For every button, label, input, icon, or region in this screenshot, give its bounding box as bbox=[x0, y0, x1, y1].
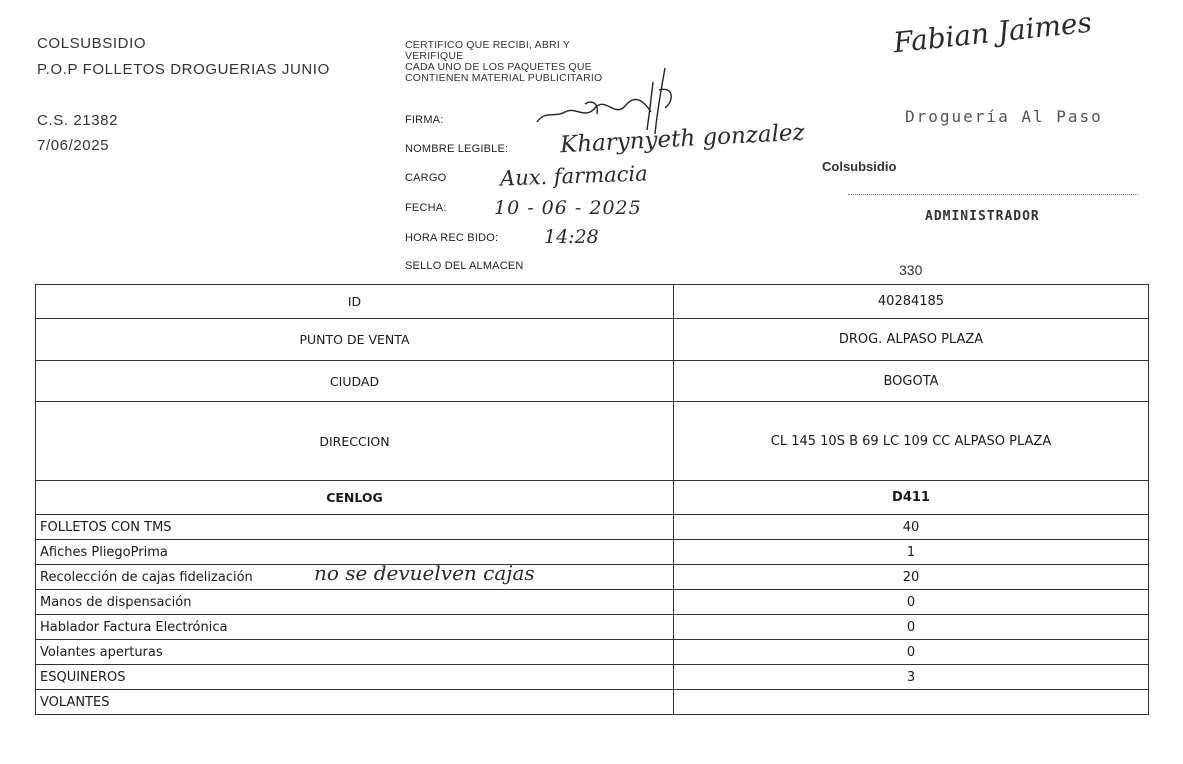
item-label-cell bbox=[36, 561, 674, 590]
table-row bbox=[36, 590, 1149, 615]
cargo-label: CARGO bbox=[405, 172, 447, 184]
stamp-brand-logo: Colsubsidio bbox=[822, 159, 897, 174]
item-label: Manos de dispensación bbox=[36, 590, 674, 615]
certification-line: CADA UNO DE LOS PAQUETES QUE bbox=[405, 61, 592, 73]
stamp-role: ADMINISTRADOR bbox=[925, 209, 1040, 224]
fecha-value: 10 - 06 - 2025 bbox=[494, 197, 642, 219]
certification-line: CONTIENEN MATERIAL PUBLICITARIO bbox=[405, 72, 603, 84]
hora-label: HORA REC BIDO: bbox=[405, 232, 499, 244]
sello-label: SELLO DEL ALMACEN bbox=[405, 260, 524, 272]
stamp-number: 330 bbox=[899, 262, 923, 278]
delivery-table bbox=[35, 284, 1149, 715]
row-value: 40284185 bbox=[674, 285, 1149, 319]
row-value: DROG. ALPASO PLAZA bbox=[674, 319, 1149, 361]
firma-label: FIRMA: bbox=[405, 114, 444, 126]
row-label: DIRECCION bbox=[36, 402, 674, 481]
item-label: Volantes aperturas bbox=[36, 640, 674, 665]
item-value bbox=[674, 690, 1149, 715]
item-label: ESQUINEROS bbox=[36, 665, 674, 690]
nombre-value: Kharynyeth gonzalez bbox=[559, 119, 806, 159]
stamp-store-name: Droguería Al Paso bbox=[905, 107, 1103, 126]
item-label: Afiches PliegoPrima bbox=[36, 540, 674, 565]
document-code: C.S. 21382 bbox=[37, 112, 119, 129]
table-row bbox=[36, 402, 1149, 481]
table-row bbox=[36, 319, 1149, 361]
handwritten-name: Fabian Jaimes bbox=[891, 5, 1094, 60]
handwritten-note: no se devuelven cajas bbox=[314, 561, 535, 585]
document-date: 7/06/2025 bbox=[37, 137, 110, 154]
table-row bbox=[36, 690, 1149, 715]
fecha-label: FECHA: bbox=[405, 202, 447, 214]
item-value: 0 bbox=[674, 640, 1149, 665]
table-row bbox=[36, 361, 1149, 402]
item-label: Recolección de cajas fidelización bbox=[40, 569, 253, 585]
row-value: BOGOTA bbox=[674, 361, 1149, 402]
item-value: 0 bbox=[674, 590, 1149, 615]
table-row bbox=[36, 565, 1149, 590]
item-value: 20 bbox=[674, 565, 1149, 590]
campaign-title: P.O.P FOLLETOS DROGUERIAS JUNIO bbox=[37, 61, 330, 78]
item-value: 3 bbox=[674, 665, 1149, 690]
row-label: PUNTO DE VENTA bbox=[36, 319, 674, 361]
row-label: CENLOG bbox=[36, 481, 674, 515]
company-name: COLSUBSIDIO bbox=[37, 35, 147, 52]
item-label: VOLANTES bbox=[36, 690, 674, 715]
table-row bbox=[36, 640, 1149, 665]
table-row bbox=[36, 285, 1149, 319]
nombre-label: NOMBRE LEGIBLE: bbox=[405, 143, 509, 155]
hora-value: 14:28 bbox=[544, 226, 599, 248]
item-label: Hablador Factura Electrónica bbox=[36, 615, 674, 640]
item-value: 0 bbox=[674, 615, 1149, 640]
item-value: 40 bbox=[674, 515, 1149, 540]
row-value: D411 bbox=[674, 481, 1149, 515]
table-row bbox=[36, 481, 1149, 515]
cargo-value: Aux. farmacia bbox=[499, 161, 649, 191]
item-value: 1 bbox=[674, 540, 1149, 565]
item-label: FOLLETOS CON TMS bbox=[36, 515, 674, 540]
table-row bbox=[36, 665, 1149, 690]
table-row bbox=[36, 540, 1149, 565]
row-label: CIUDAD bbox=[36, 361, 674, 402]
certification-line: CERTIFICO QUE RECIBI, ABRI Y bbox=[405, 39, 571, 51]
row-value: CL 145 10S B 69 LC 109 CC ALPASO PLAZA bbox=[674, 402, 1149, 481]
stamp-dotted-line bbox=[848, 194, 1138, 195]
certification-line: VERIFIQUE bbox=[405, 50, 464, 62]
table-row bbox=[36, 515, 1149, 540]
row-label: ID bbox=[36, 285, 674, 319]
table-row bbox=[36, 615, 1149, 640]
